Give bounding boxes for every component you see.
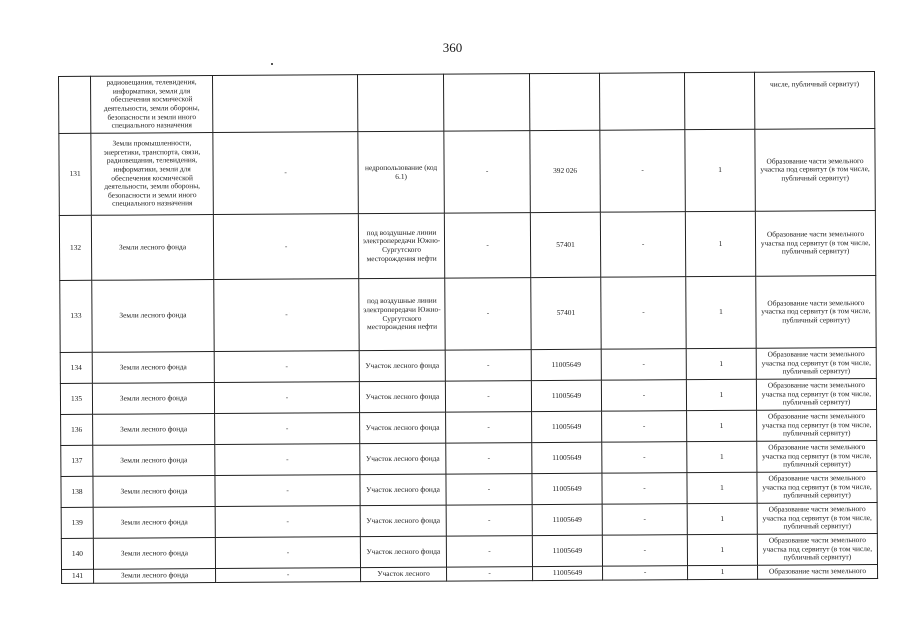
table-row bbox=[61, 410, 877, 446]
cell-dash: - bbox=[444, 213, 530, 279]
permitted-use: Участок лесного фонда bbox=[360, 505, 446, 537]
row-number: 132 bbox=[59, 215, 91, 280]
plot-area: 57401 bbox=[531, 277, 601, 349]
land-category: Земли лесного фонда bbox=[91, 215, 213, 281]
plot-count: 1 bbox=[686, 379, 756, 410]
cell-dash: - bbox=[602, 535, 687, 567]
cell-dash: - bbox=[213, 132, 358, 215]
table-row bbox=[61, 441, 877, 477]
cell-dash: - bbox=[446, 474, 532, 506]
cell-dash: - bbox=[444, 131, 530, 214]
page-number: 360 bbox=[442, 40, 463, 55]
cell-dash: - bbox=[446, 443, 532, 475]
cell-dash: - bbox=[215, 444, 360, 476]
cell-dash: - bbox=[213, 214, 358, 280]
plot-area: 11005649 bbox=[532, 473, 602, 504]
permitted-use: Участок лесного bbox=[361, 567, 447, 582]
cell-dash: - bbox=[602, 411, 687, 443]
purpose: Образование части земельного участка под сервитут (в том числе, публичный сервитут) bbox=[755, 211, 875, 277]
land-category: Земли лесного фонда bbox=[93, 414, 215, 446]
purpose: Образование части земельного участка под сервитут (в том числе, публичный сервитут) bbox=[756, 348, 876, 380]
table-row bbox=[59, 129, 875, 216]
plot-area: 11005649 bbox=[532, 535, 602, 566]
plot-area: 392 026 bbox=[530, 130, 600, 212]
permitted-use: под воздушные линии электропередачи Южно-Сургутского месторождения нефти bbox=[359, 278, 445, 351]
plot-count bbox=[684, 72, 754, 129]
land-category: Земли промышленности, энергетики, транспорта, связи, радиовещания, телевидения, информатики, земли для обеспечения космической деятельности, земли обороны, безопасности и земли иного специального назначения bbox=[91, 133, 213, 216]
cell-dash: - bbox=[215, 413, 360, 445]
row-number: 139 bbox=[61, 507, 93, 538]
permitted-use: Участок лесного фонда bbox=[359, 350, 445, 382]
land-category: Земли лесного фонда bbox=[92, 280, 214, 353]
land-category: Земли лесного фонда bbox=[94, 569, 216, 584]
plot-area: 57401 bbox=[530, 212, 600, 277]
cell-dash: - bbox=[215, 475, 360, 507]
plot-count: 1 bbox=[685, 129, 755, 211]
plot-count: 1 bbox=[687, 472, 757, 503]
permitted-use: Участок лесного фонда bbox=[360, 443, 446, 475]
cell-dash: - bbox=[601, 349, 686, 381]
cell-dash bbox=[443, 74, 529, 132]
plot-area: 11005649 bbox=[533, 566, 603, 580]
land-category: радиовещания, телевидения, информатики, земли для обеспечения космической деятельности, земли обороны, безопасности и земли иного специального назначения bbox=[91, 76, 213, 134]
purpose: Образование части земельного участка под сервитут (в том числе, публичный сервитут) bbox=[756, 379, 876, 411]
plot-area: 11005649 bbox=[532, 504, 602, 535]
land-category: Земли лесного фонда bbox=[92, 383, 214, 415]
cell-dash: - bbox=[601, 380, 686, 412]
table-row bbox=[59, 72, 875, 134]
table-row bbox=[61, 534, 877, 570]
purpose: Образование части земельного участка под сервитут (в том числе, публичный сервитут) bbox=[757, 441, 877, 473]
cell-dash: - bbox=[601, 277, 686, 350]
permitted-use: под воздушные линии электропередачи Южно-Сургутского месторождения нефти bbox=[358, 213, 444, 279]
plot-area: 11005649 bbox=[532, 411, 602, 442]
plot-area bbox=[529, 73, 599, 130]
purpose: Образование части земельного участка под сервитут (в том числе, публичный сервитут) bbox=[757, 410, 877, 442]
plot-count: 1 bbox=[686, 348, 756, 379]
row-number: 141 bbox=[62, 569, 94, 583]
permitted-use: Участок лесного фонда bbox=[359, 381, 445, 413]
cell-dash: - bbox=[214, 279, 359, 352]
table-row bbox=[59, 211, 875, 281]
land-category: Земли лесного фонда bbox=[93, 476, 215, 508]
plot-area: 11005649 bbox=[531, 380, 601, 411]
permitted-use: Участок лесного фонда bbox=[360, 536, 446, 568]
cell-dash: - bbox=[447, 567, 533, 582]
plot-count: 1 bbox=[687, 503, 757, 534]
cell-dash bbox=[213, 75, 358, 133]
land-category: Земли лесного фонда bbox=[92, 352, 214, 384]
permitted-use: Участок лесного фонда bbox=[360, 474, 446, 506]
land-plots-table bbox=[58, 71, 878, 584]
cell-dash: - bbox=[603, 566, 688, 581]
plot-area: 11005649 bbox=[532, 442, 602, 473]
permitted-use bbox=[357, 74, 443, 132]
cell-dash: - bbox=[600, 212, 685, 278]
row-number: 136 bbox=[61, 414, 93, 445]
purpose: Образование части земельного участка под сервитут (в том числе, публичный сервитут) bbox=[757, 503, 877, 535]
cell-dash: - bbox=[446, 505, 532, 537]
cell-dash: - bbox=[214, 382, 359, 414]
row-number: 138 bbox=[61, 476, 93, 507]
purpose: Образование части земельного bbox=[758, 565, 878, 580]
purpose: Образование части земельного участка под сервитут (в том числе, публичный сервитут) bbox=[756, 276, 876, 349]
permitted-use: Участок лесного фонда bbox=[360, 412, 446, 444]
cell-dash: - bbox=[602, 504, 687, 536]
land-category: Земли лесного фонда bbox=[93, 538, 215, 570]
row-number: 137 bbox=[61, 445, 93, 476]
purpose: числе, публичный сервитут) bbox=[754, 72, 874, 130]
plot-count: 1 bbox=[686, 276, 756, 348]
plot-area: 11005649 bbox=[531, 349, 601, 380]
plot-count: 1 bbox=[687, 534, 757, 565]
row-number: 140 bbox=[61, 538, 93, 569]
cell-dash: - bbox=[215, 506, 360, 538]
row-number: 133 bbox=[60, 280, 92, 352]
cell-dash: - bbox=[445, 278, 531, 351]
cell-dash bbox=[599, 73, 684, 131]
plot-count: 1 bbox=[687, 441, 757, 472]
purpose: Образование части земельного участка под сервитут (в том числе, публичный сервитут) bbox=[757, 534, 877, 566]
cell-dash: - bbox=[446, 536, 532, 568]
land-category: Земли лесного фонда bbox=[93, 445, 215, 477]
cell-dash: - bbox=[216, 568, 361, 583]
cell-dash: - bbox=[445, 350, 531, 382]
plot-count: 1 bbox=[687, 410, 757, 441]
land-category: Земли лесного фонда bbox=[93, 507, 215, 539]
plot-count: 1 bbox=[688, 565, 758, 579]
purpose: Образование части земельного участка под сервитут (в том числе, публичный сервитут) bbox=[755, 129, 875, 212]
cell-dash: - bbox=[600, 130, 685, 213]
permitted-use: недропользование (код 6.1) bbox=[358, 131, 444, 214]
scan-speck bbox=[271, 63, 273, 65]
cell-dash: - bbox=[602, 442, 687, 474]
cell-dash: - bbox=[602, 473, 687, 505]
row-number: 135 bbox=[60, 383, 92, 414]
cell-dash: - bbox=[445, 381, 531, 413]
table-row bbox=[61, 503, 877, 539]
table-row bbox=[61, 472, 877, 508]
table-row bbox=[60, 276, 876, 353]
purpose: Образование части земельного участка под сервитут (в том числе, публичный сервитут) bbox=[757, 472, 877, 504]
row-number: 131 bbox=[59, 133, 92, 215]
table-row bbox=[60, 379, 876, 415]
plot-count: 1 bbox=[685, 211, 755, 276]
cell-dash: - bbox=[215, 537, 360, 569]
row-number bbox=[59, 76, 91, 133]
cell-dash: - bbox=[214, 351, 359, 383]
row-number: 134 bbox=[60, 352, 92, 383]
cell-dash: - bbox=[446, 412, 532, 444]
table-row bbox=[60, 348, 876, 384]
